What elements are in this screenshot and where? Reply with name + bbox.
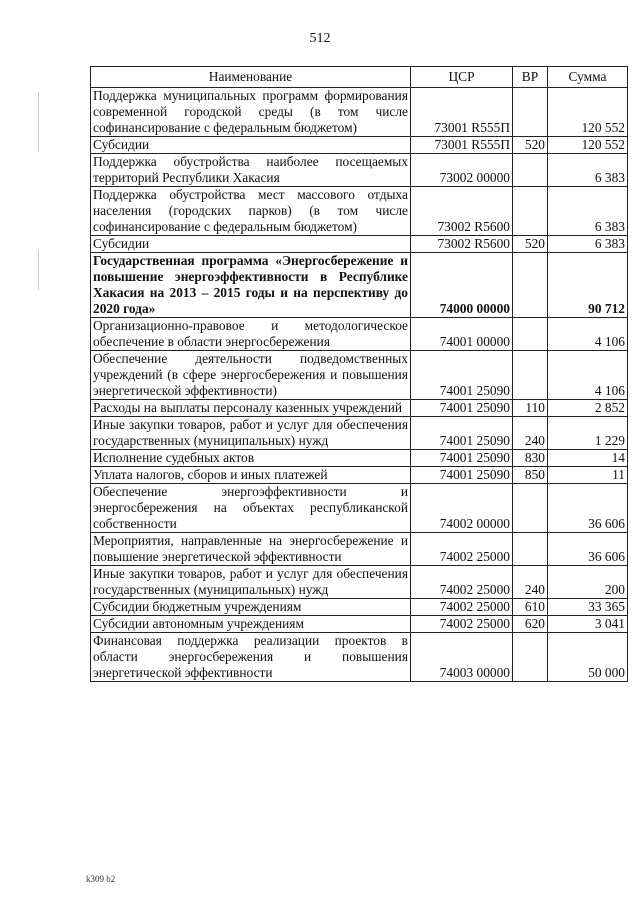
cell-vr: [513, 351, 548, 400]
table-header-row: [91, 67, 628, 88]
cell-vr: [513, 318, 548, 351]
cell-sum: 36 606: [548, 533, 628, 566]
cell-csr: 74001 25090: [411, 450, 513, 467]
cell-name: Уплата налогов, сборов и иных платежей: [91, 467, 411, 484]
table-row: [91, 253, 628, 318]
budget-table: [90, 66, 628, 682]
cell-csr: 74002 25000: [411, 599, 513, 616]
cell-csr: 73001 R555П: [411, 88, 513, 137]
cell-vr: 240: [513, 417, 548, 450]
table-row: [91, 417, 628, 450]
cell-sum: 200: [548, 566, 628, 599]
cell-sum: 6 383: [548, 187, 628, 236]
cell-sum: 36 606: [548, 484, 628, 533]
cell-sum: 4 106: [548, 318, 628, 351]
cell-csr: 74001 25090: [411, 400, 513, 417]
cell-name: Обеспечение деятельности подведомственных учреждений (в сфере энергосбережения и повышения энергетической эффективности): [91, 351, 411, 400]
table-row: [91, 400, 628, 417]
cell-csr: 74002 25000: [411, 616, 513, 633]
cell-sum: 33 365: [548, 599, 628, 616]
cell-name: Иные закупки товаров, работ и услуг для обеспечения государственных (муниципальных) нужд: [91, 417, 411, 450]
cell-name: Поддержка обустройства мест массового отдыха населения (городских парков) (в том числе софинансирование с федеральным бюджетом): [91, 187, 411, 236]
page-number: 512: [309, 31, 331, 46]
table-row: [91, 236, 628, 253]
cell-vr: 520: [513, 236, 548, 253]
cell-csr: 74002 00000: [411, 484, 513, 533]
cell-csr: 74001 25090: [411, 467, 513, 484]
cell-sum: 1 229: [548, 417, 628, 450]
cell-vr: 240: [513, 566, 548, 599]
cell-csr: 73002 00000: [411, 154, 513, 187]
cell-name: Поддержка обустройства наиболее посещаемых территорий Республики Хакасия: [91, 154, 411, 187]
cell-vr: [513, 154, 548, 187]
cell-vr: [513, 484, 548, 533]
table-row: [91, 599, 628, 616]
table-row: [91, 533, 628, 566]
cell-csr: 74001 25090: [411, 351, 513, 400]
cell-sum: 14: [548, 450, 628, 467]
cell-csr: 73002 R5600: [411, 187, 513, 236]
table-row: [91, 137, 628, 154]
table-row: [91, 616, 628, 633]
cell-vr: 620: [513, 616, 548, 633]
cell-csr: 73002 R5600: [411, 236, 513, 253]
cell-name: Расходы на выплаты персоналу казенных учреждений: [91, 400, 411, 417]
cell-vr: [513, 253, 548, 318]
column-header-sum: Сумма: [548, 67, 628, 88]
column-header-csr: ЦСР: [411, 67, 513, 88]
cell-sum: 120 552: [548, 88, 628, 137]
column-header-name: Наименование: [91, 67, 411, 88]
cell-csr: 74000 00000: [411, 253, 513, 318]
table-row: [91, 154, 628, 187]
cell-name: Государственная программа «Энергосбережение и повышение энергоэффективности в Республике Хакасия на 2013 – 2015 годы и на перспективу до 2020 года»: [91, 253, 411, 318]
cell-sum: 90 712: [548, 253, 628, 318]
cell-sum: 50 000: [548, 633, 628, 682]
table-row: [91, 566, 628, 599]
cell-csr: 74002 25000: [411, 533, 513, 566]
table-body: [91, 88, 628, 682]
column-header-vr: ВР: [513, 67, 548, 88]
table-row: [91, 450, 628, 467]
scan-margin-mark: [38, 92, 39, 152]
cell-sum: 4 106: [548, 351, 628, 400]
cell-name: Финансовая поддержка реализации проектов в области энергосбережения и повышения энергетической эффективности: [91, 633, 411, 682]
cell-vr: [513, 533, 548, 566]
table-row: [91, 318, 628, 351]
cell-vr: 520: [513, 137, 548, 154]
cell-name: Субсидии: [91, 236, 411, 253]
cell-name: Обеспечение энергоэффективности и энергосбережения на объектах республиканской собственности: [91, 484, 411, 533]
table-row: [91, 484, 628, 533]
cell-csr: 74002 25000: [411, 566, 513, 599]
cell-sum: 120 552: [548, 137, 628, 154]
scan-margin-mark: [38, 250, 39, 290]
cell-vr: 110: [513, 400, 548, 417]
table-row: [91, 187, 628, 236]
cell-csr: 74003 00000: [411, 633, 513, 682]
cell-vr: [513, 187, 548, 236]
cell-name: Иные закупки товаров, работ и услуг для обеспечения государственных (муниципальных) нужд: [91, 566, 411, 599]
table-row: [91, 351, 628, 400]
cell-name: Субсидии: [91, 137, 411, 154]
cell-name: Исполнение судебных актов: [91, 450, 411, 467]
cell-name: Субсидии автономным учреждениям: [91, 616, 411, 633]
cell-vr: [513, 633, 548, 682]
cell-sum: 3 041: [548, 616, 628, 633]
cell-csr: 74001 00000: [411, 318, 513, 351]
cell-name: Мероприятия, направленные на энергосбережение и повышение энергетической эффективности: [91, 533, 411, 566]
cell-vr: 850: [513, 467, 548, 484]
cell-sum: 6 383: [548, 236, 628, 253]
cell-name: Субсидии бюджетным учреждениям: [91, 599, 411, 616]
cell-name: Поддержка муниципальных программ формирования современной городской среды (в том числе софинансирование с федеральным бюджетом): [91, 88, 411, 137]
cell-sum: 2 852: [548, 400, 628, 417]
footer-mark: k309 b2: [86, 874, 116, 884]
table-row: [91, 467, 628, 484]
cell-sum: 11: [548, 467, 628, 484]
cell-csr: 74001 25090: [411, 417, 513, 450]
cell-sum: 6 383: [548, 154, 628, 187]
cell-vr: [513, 88, 548, 137]
cell-name: Организационно-правовое и методологическое обеспечение в области энергосбережения: [91, 318, 411, 351]
cell-vr: 830: [513, 450, 548, 467]
table-row: [91, 88, 628, 137]
table-row: [91, 633, 628, 682]
cell-csr: 73001 R555П: [411, 137, 513, 154]
cell-vr: 610: [513, 599, 548, 616]
